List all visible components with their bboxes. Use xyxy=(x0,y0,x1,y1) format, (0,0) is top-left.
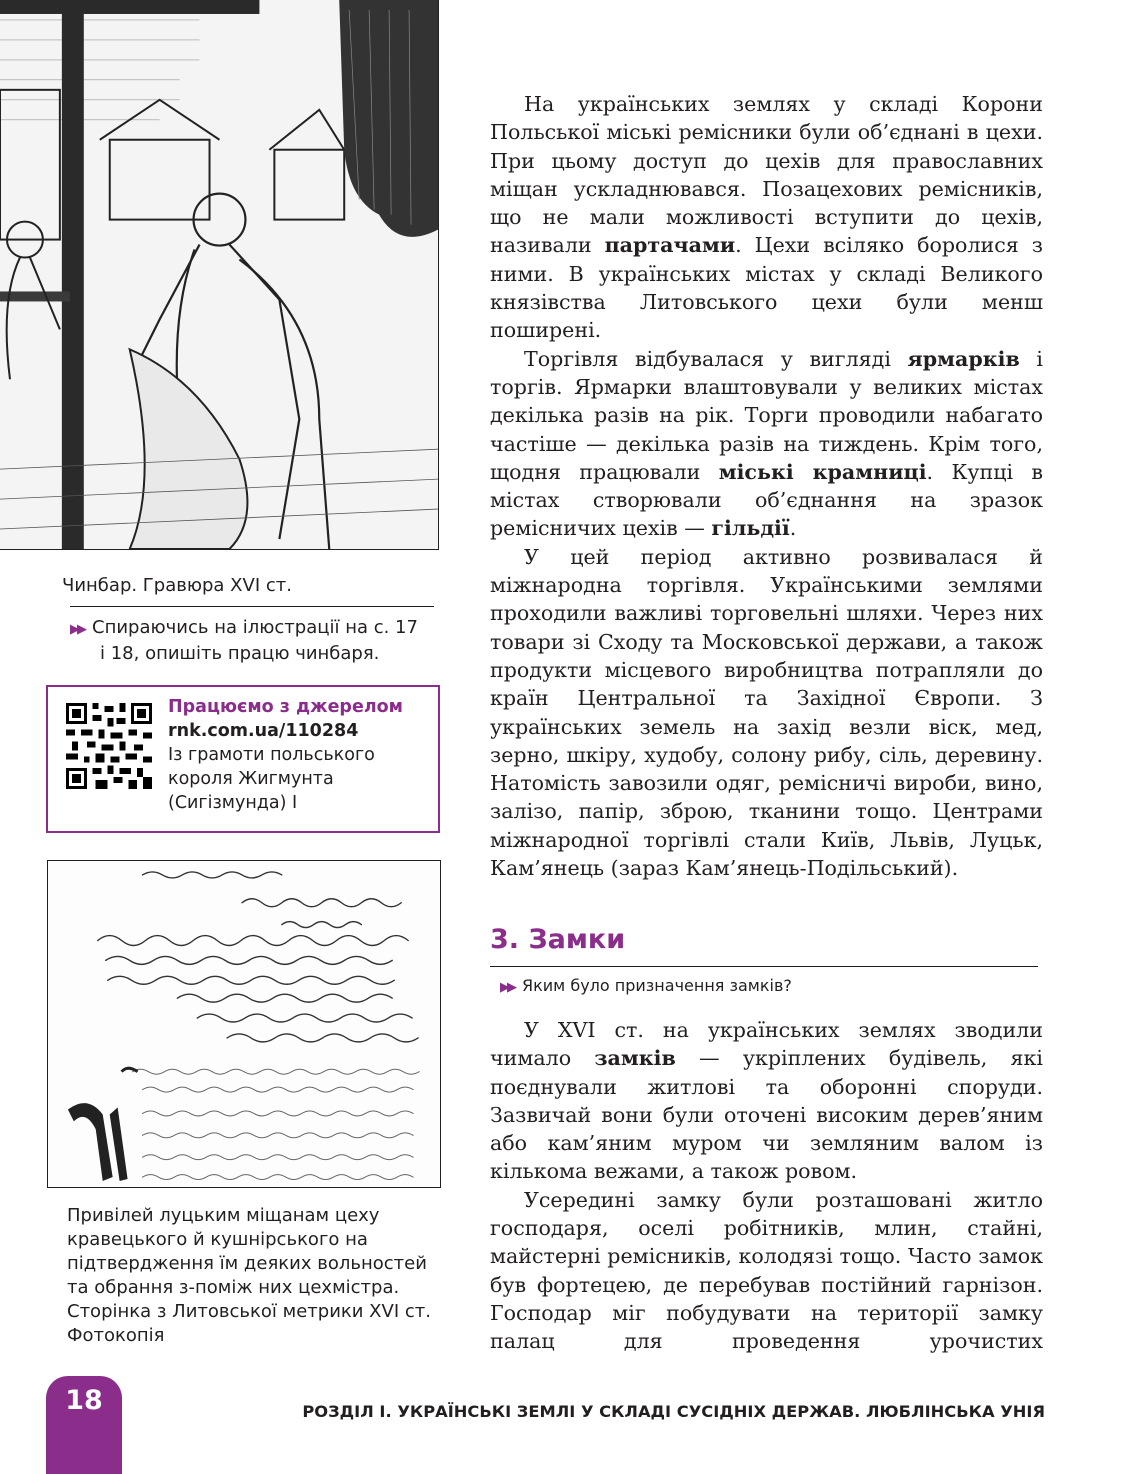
page-number-tab xyxy=(46,1376,122,1474)
caption-line: підтвердження їм деяких вольностей xyxy=(67,1253,427,1274)
qr-code-icon[interactable] xyxy=(66,703,152,789)
paragraph: На українських землях у складі Корони Польської міські ремісники були об’єднані в цехи. При цьому доступ до цехів для православних міщан ускладнювався. Позацехових ремісників, що не мали можливості вступити до цехів, називали партачами. Цехи всіляко боролися з ними. В українських містах у складі Великого князівства Литовського цехи були менш поширені. xyxy=(490,92,1043,343)
manuscript-image xyxy=(47,860,441,1188)
engraving-caption: Чинбар. Гравюра XVI ст. xyxy=(62,575,292,596)
section-question: ▶▶ Яким було призначення замків? xyxy=(500,976,792,995)
source-line: короля Жигмунта xyxy=(168,769,334,789)
source-text xyxy=(168,695,438,815)
term-castles: замків xyxy=(594,1046,676,1071)
task-text-line: Спираючись на ілюстрації на с. 17 xyxy=(92,617,418,638)
source-line: Із грамоти польського xyxy=(168,745,375,765)
source-box xyxy=(46,685,440,833)
running-head: РОЗДІЛ І. УКРАЇНСЬКІ ЗЕМЛІ У СКЛАДІ СУСІДНІХ ДЕРЖАВ. ЛЮБЛІНСЬКА УНІЯ xyxy=(302,1402,1045,1421)
paragraph: У цей період активно розвивалася й міжнародна торгівля. Українськими землями проходили важливі торговельні шляхи. Через них товари зі Сходу та Московської держави, а також продукти місцевого виробництва потрапляли до країн Центральної та Західної Європи. З українських земель на захід везли віск, мед, зерно, шкіру, худобу, солону рибу, сіль, деревину. Натомість завозили одяг, ремісничі вироби, вино, залізо, папір, зброю, тканини тощо. Центрами міжнародної торгівлі стали Київ, Львів, Луцьк, Кам’янець (зараз Кам’янець-Подільський). xyxy=(490,544,1043,881)
caption-line: та обрання з-поміж них цехмістра. xyxy=(67,1277,400,1298)
caption-line: Фотокопія xyxy=(67,1325,165,1346)
term-guilds: гільдії xyxy=(711,516,790,541)
paragraph: Торгівля відбувалася у вигляді ярмарків і торгів. Ярмарки влаштовували у великих містах декілька разів на рік. Торги проводили набагато частіше — декілька разів на тиждень. Крім того, щодня працювали міські крамниці. Купці в містах створювали об’єднання на зразок ремісничих цехів — гільдії. xyxy=(490,346,1044,541)
page-number: 18 xyxy=(65,1385,103,1416)
task-text-line: і 18, опишіть працю чинбаря. xyxy=(100,643,380,664)
divider xyxy=(490,966,1038,967)
term-shops: міські крамниці xyxy=(718,459,927,484)
source-heading: Працюємо з джерелом xyxy=(168,697,403,717)
term-partachi: партачами xyxy=(604,233,736,258)
double-arrow-icon: ▶▶ xyxy=(70,622,84,637)
source-line: (Сигізмунда) І xyxy=(168,793,298,813)
double-arrow-icon: ▶▶ xyxy=(500,980,514,995)
section-title: 3. Замки xyxy=(490,924,626,955)
caption-line: Привілей луцьким міщанам цеху xyxy=(67,1205,380,1226)
engraving-illustration xyxy=(0,0,439,550)
manuscript-caption xyxy=(67,1204,447,1348)
paragraph: У XVI ст. на українських землях зводили чимало замків — укріплених будівель, які поєднували житлові та оборонні споруди. Зазвичай вони були оточені високим дерев’яним або кам’яним муром чи земляним валом із кількома вежами, а також ровом. xyxy=(490,1018,1044,1184)
caption-line: Сторінка з Литовської метрики XVI ст. xyxy=(67,1301,431,1322)
task-prompt xyxy=(70,616,440,666)
caption-line: кравецького й кушнірського на xyxy=(67,1229,368,1250)
term-fairs: ярмарків xyxy=(907,346,1020,371)
source-link[interactable]: rnk.com.ua/110284 xyxy=(168,721,359,741)
divider xyxy=(70,606,434,607)
paragraph: Усередині замку були розташовані житло господаря, оселі робітників, млин, стайні, майстерні ремісників, колодязі тощо. Часто замок був фортецею, де перебував постійний гарнізон. Господар міг побудувати на території замку палац для проведення урочистих xyxy=(490,1187,1043,1354)
main-text-lower xyxy=(490,1016,1043,1356)
main-text-upper xyxy=(490,90,1043,882)
